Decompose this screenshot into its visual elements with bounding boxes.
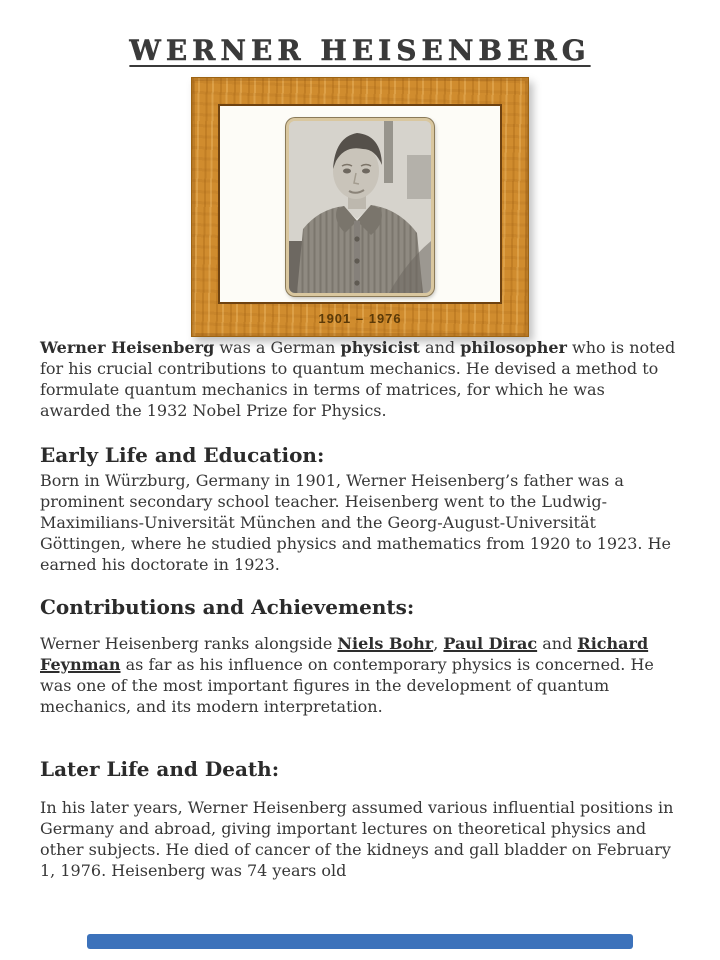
early-life-paragraph: Born in Würzburg, Germany in 1901, Werner Heisenberg’s father was a prominent secondary school teacher. Heisenberg went to the Ludwig-Maximilians-Universität München and the Georg-August-Universität Göttingen, where he studied physics and mathematics from 1920 to 1923. He earned his doctorate in 1923. xyxy=(40,471,672,574)
frame-mat xyxy=(218,104,502,304)
footer-blue-bar xyxy=(87,934,633,949)
contributions-paragraph: Werner Heisenberg ranks alongside Niels Bohr, Paul Dirac and Richard Feynman as far as his influence on contemporary physics is concerned. He was one of the most important figures in the development of quantum mechanics, and its modern interpretation. xyxy=(40,634,654,716)
portrait-frame-wrapper xyxy=(0,77,720,337)
page-title: WERNER HEISENBERG xyxy=(129,34,591,67)
portrait-illustration xyxy=(289,121,431,293)
heading-later-life: Later Life and Death: xyxy=(40,757,280,781)
link-paul-dirac[interactable]: Paul Dirac xyxy=(443,634,538,653)
article-body xyxy=(0,337,720,881)
intro-paragraph: Werner Heisenberg was a German physicist and philosopher who is noted for his crucial contributions to quantum mechanics. He devised a method to formulate quantum mechanics in terms of matrices, for which he was awarded the 1932 Nobel Prize for Physics. xyxy=(40,338,676,420)
intro-name: Werner Heisenberg xyxy=(40,338,215,357)
heisenberg-photo xyxy=(286,118,434,296)
portrait-caption: 1901 – 1976 xyxy=(318,311,402,326)
wooden-picture-frame xyxy=(191,77,529,337)
link-niels-bohr[interactable]: Niels Bohr xyxy=(337,634,434,653)
heading-early-life: Early Life and Education: xyxy=(40,443,325,467)
link-richard-feynman[interactable]: Richard Feynman xyxy=(40,634,649,674)
heading-contributions: Contributions and Achievements: xyxy=(40,595,415,619)
later-life-paragraph: In his later years, Werner Heisenberg assumed various influential positions in Germany and abroad, giving important lectures on theoretical physics and other subjects. He died of cancer of the kidneys and gall bladder on February 1, 1976. Heisenberg was 74 years old xyxy=(40,798,674,880)
